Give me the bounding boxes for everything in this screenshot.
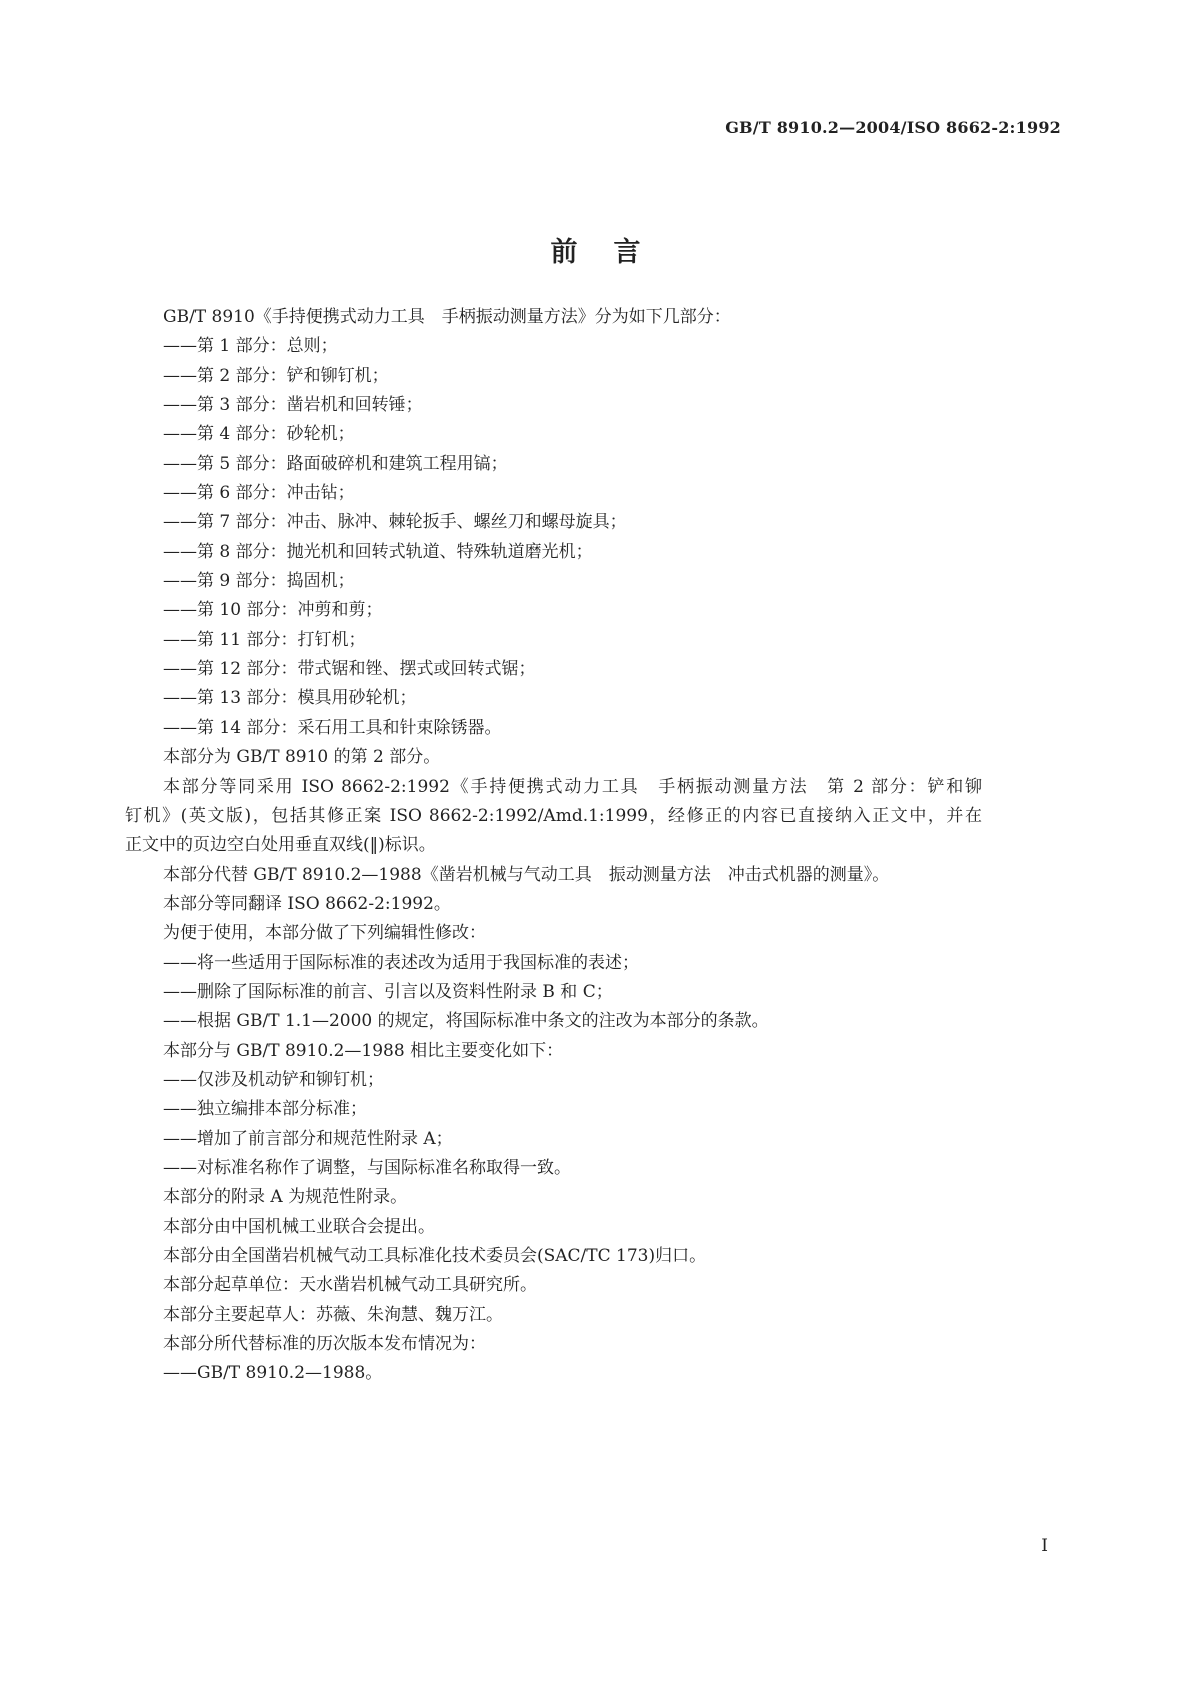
paragraph	[125, 1359, 982, 1388]
paragraph	[125, 890, 982, 919]
paragraph	[125, 1301, 982, 1330]
text-line: ——第 14 部分：采石用工具和针束除锈器。	[163, 717, 502, 738]
text-line: ——第 4 部分：砂轮机；	[163, 424, 355, 445]
page-number: I	[1041, 1536, 1048, 1556]
text-line: 本部分的附录 A 为规范性附录。	[163, 1187, 408, 1208]
text-line: 为便于使用，本部分做了下列编辑性修改：	[163, 923, 486, 944]
text-line: 本部分由中国机械工业联合会提出。	[163, 1216, 435, 1237]
paragraph	[125, 567, 982, 596]
paragraph	[125, 332, 982, 361]
paragraph	[125, 1154, 982, 1183]
paragraph	[125, 655, 982, 684]
paragraph	[125, 303, 982, 332]
text-line: 本部分由全国凿岩机械气动工具标准化技术委员会(SAC/TC 173)归口。	[163, 1246, 707, 1266]
text-line: ——第 7 部分：冲击、脉冲、棘轮扳手、螺丝刀和螺母旋具；	[163, 512, 627, 533]
paragraph	[125, 596, 982, 625]
text-line: ——第 10 部分：冲剪和剪；	[163, 600, 383, 621]
paragraph	[125, 1037, 982, 1066]
paragraph	[125, 1095, 982, 1124]
paragraph	[125, 714, 982, 743]
paragraph	[125, 861, 982, 890]
paragraph	[125, 626, 982, 655]
text-line: 本部分主要起草人：苏薇、朱洵慧、魏万江。	[163, 1304, 503, 1325]
paragraph	[125, 420, 982, 449]
text-line: ——第 9 部分：捣固机；	[163, 571, 355, 592]
paragraph	[125, 684, 982, 713]
text-line: GB/T 8910《手持便携式动力工具 手柄振动测量方法》分为如下几部分：	[163, 307, 731, 327]
text-line: 本部分为 GB/T 8910 的第 2 部分。	[163, 747, 441, 768]
text-line: ——独立编排本部分标准；	[163, 1099, 367, 1120]
page-title: 前言	[550, 237, 677, 268]
paragraph	[125, 1183, 982, 1212]
paragraph	[125, 949, 982, 978]
text-line: ——对标准名称作了调整，与国际标准名称取得一致。	[163, 1157, 571, 1178]
paragraph	[125, 450, 982, 479]
text-line: 本部分所代替标准的历次版本发布情况为：	[163, 1334, 486, 1355]
text-line: ——第 3 部分：凿岩机和回转锤；	[163, 395, 423, 416]
paragraph	[125, 1066, 982, 1095]
paragraph	[125, 362, 982, 391]
document-body	[125, 303, 982, 1389]
text-line: 正文中的页边空白处用垂直双线(‖)标识。	[125, 835, 436, 856]
paragraph	[125, 391, 982, 420]
paragraph	[125, 508, 982, 537]
paragraph	[125, 1125, 982, 1154]
paragraph	[125, 773, 982, 861]
paragraph	[125, 1242, 982, 1271]
text-line: 本部分起草单位：天水凿岩机械气动工具研究所。	[163, 1275, 537, 1296]
text-line: ——第 5 部分：路面破碎机和建筑工程用镐；	[163, 453, 508, 474]
text-line: ——GB/T 8910.2—1988。	[163, 1363, 383, 1384]
text-line: ——根据 GB/T 1.1—2000 的规定，将国际标准中条文的注改为本部分的条款。	[163, 1011, 769, 1032]
text-line: 本部分代替 GB/T 8910.2—1988《凿岩机械与气动工具 振动测量方法 冲击式机器的测量》。	[163, 864, 890, 885]
paragraph	[125, 1330, 982, 1359]
paragraph	[125, 1271, 982, 1300]
text-line: 本部分等同翻译 ISO 8662-2:1992。	[163, 893, 451, 914]
text-line: ——仅涉及机动铲和铆钉机；	[163, 1069, 384, 1090]
text-line: ——第 13 部分：模具用砂轮机；	[163, 688, 417, 709]
text-line: ——增加了前言部分和规范性附录 A；	[163, 1128, 453, 1149]
document-header: GB/T 8910.2—2004/ISO 8662-2:1992	[725, 118, 1061, 137]
text-line: ——将一些适用于国际标准的表述改为适用于我国标准的表述；	[163, 952, 639, 973]
text-line: ——删除了国际标准的前言、引言以及资料性附录 B 和 C；	[163, 981, 613, 1002]
paragraph	[125, 919, 982, 948]
paragraph	[125, 1213, 982, 1242]
paragraph	[125, 743, 982, 772]
text-line: 本部分与 GB/T 8910.2—1988 相比主要变化如下：	[163, 1040, 564, 1061]
text-line: ——第 8 部分：抛光机和回转式轨道、特殊轨道磨光机；	[163, 541, 593, 562]
text-line: ——第 12 部分：带式锯和锉、摆式或回转式锯；	[163, 659, 536, 680]
paragraph	[125, 538, 982, 567]
paragraph	[125, 479, 982, 508]
text-line: ——第 11 部分：打钉机；	[163, 629, 366, 650]
text-line: ——第 2 部分：铲和铆钉机；	[163, 365, 389, 386]
paragraph	[125, 1007, 982, 1036]
text-line: ——第 1 部分：总则；	[163, 336, 338, 357]
text-line: ——第 6 部分：冲击钻；	[163, 483, 355, 504]
paragraph	[125, 978, 982, 1007]
text-line: 钉机》(英文版)，包括其修正案 ISO 8662-2:1992/Amd.1:1999，经修正的内容已直接纳入正文中，并在	[125, 805, 982, 826]
text-line: 本部分等同采用 ISO 8662-2:1992《手持便携式动力工具 手柄振动测量方法 第 2 部分：铲和铆	[163, 776, 982, 797]
